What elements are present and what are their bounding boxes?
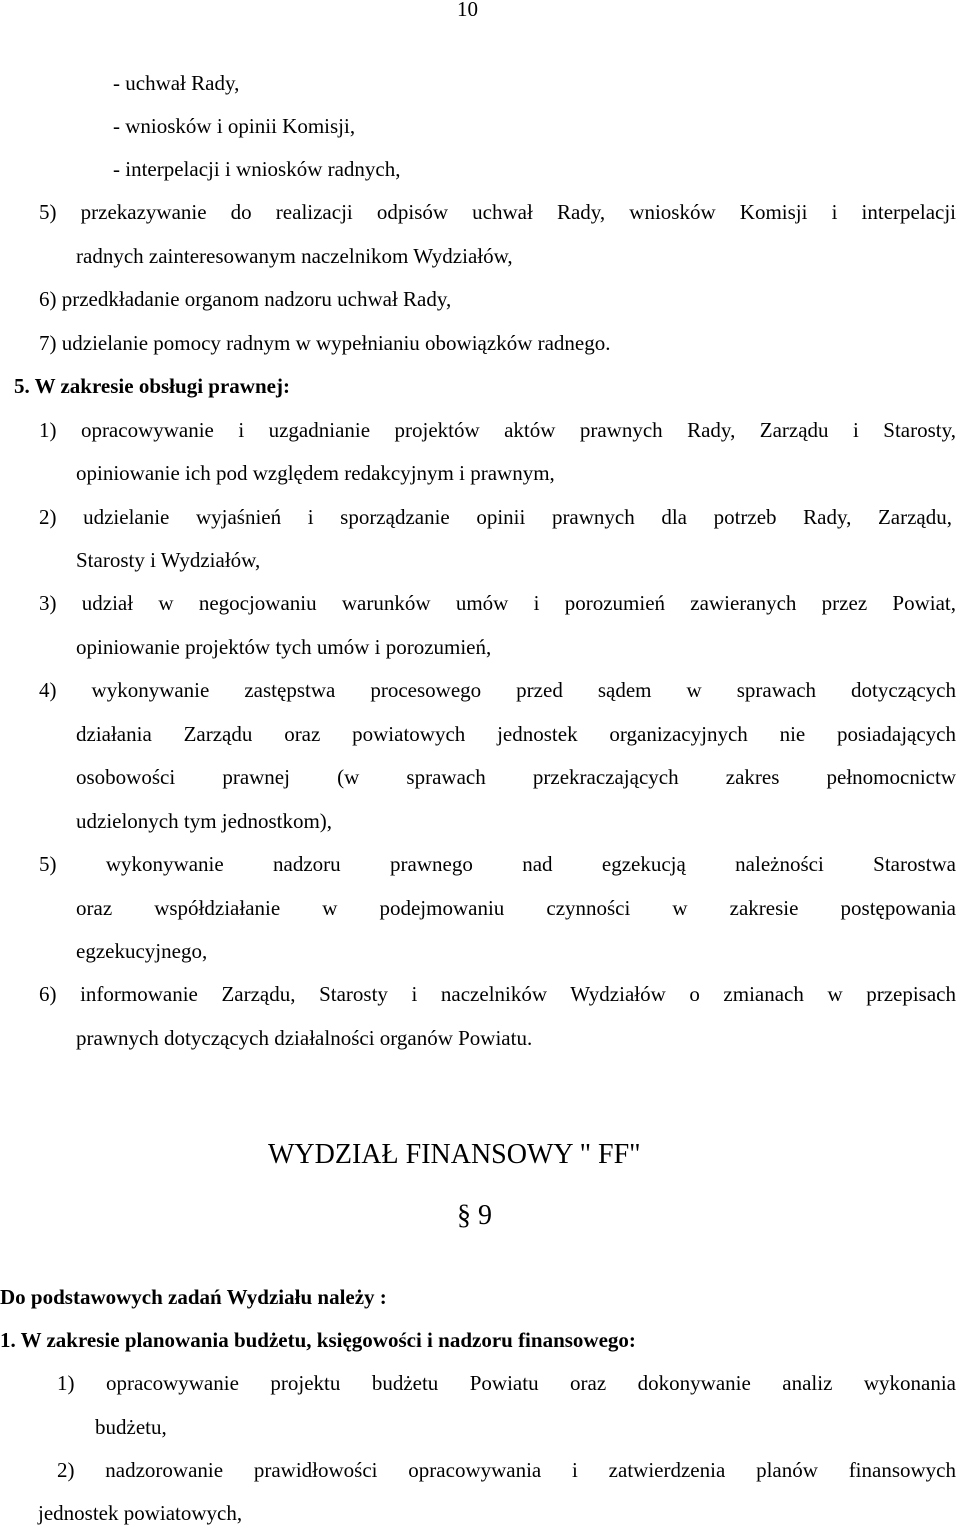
text-line: osobowości prawnej (w sprawach przekraczających zakres pełnomocnictw [76, 765, 956, 789]
text-line: 6) przedkładanie organom nadzoru uchwał Rady, [39, 287, 452, 311]
text-line: 1) opracowywanie i uzgadnianie projektów aktów prawnych Rady, Zarządu i Starosty, [39, 418, 956, 442]
text-line: 2) udzielanie wyjaśnień i sporządzanie opinii prawnych dla potrzeb Rady, Zarządu, [39, 505, 952, 529]
section-heading: 5. W zakresie obsługi prawnej: [14, 374, 290, 398]
text-line: udzielonych tym jednostkom), [76, 809, 333, 833]
text-line: Starosty i Wydziałów, [76, 548, 261, 572]
text-line: - uchwał Rady, [113, 71, 240, 95]
text-line: - interpelacji i wniosków radnych, [113, 157, 401, 181]
department-heading: WYDZIAŁ FINANSOWY " FF" [268, 1139, 641, 1170]
tasks-intro: Do podstawowych zadań Wydziału należy : [0, 1285, 387, 1309]
text-line: oraz współdziałanie w podejmowaniu czynności w zakresie postępowania [76, 896, 956, 920]
text-line: 6) informowanie Zarządu, Starosty i naczelników Wydziałów o zmianach w przepisach [39, 982, 956, 1006]
text-line: - wniosków i opinii Komisji, [113, 114, 356, 138]
text-line: egzekucyjnego, [76, 939, 208, 963]
page-number: 10 [457, 0, 478, 21]
text-line: 2) nadzorowanie prawidłowości opracowywania i zatwierdzenia planów finansowych [57, 1458, 956, 1482]
text-line: opiniowanie ich pod względem redakcyjnym i prawnym, [76, 461, 555, 485]
text-line: 7) udzielanie pomocy radnym w wypełnianiu obowiązków radnego. [39, 331, 611, 355]
text-line: działania Zarządu oraz powiatowych jednostek organizacyjnych nie posiadających [76, 722, 956, 746]
text-line: opiniowanie projektów tych umów i porozumień, [76, 635, 492, 659]
text-line: radnych zainteresowanym naczelnikom Wydziałów, [76, 244, 513, 268]
text-line: budżetu, [95, 1415, 167, 1439]
text-line: 3) udział w negocjowaniu warunków umów i porozumień zawieranych przez Powiat, [39, 591, 956, 615]
paragraph-sign: § 9 [457, 1200, 492, 1231]
text-line: jednostek powiatowych, [38, 1501, 243, 1525]
section-heading: 1. W zakresie planowania budżetu, księgowości i nadzoru finansowego: [0, 1328, 636, 1352]
text-line: 1) opracowywanie projektu budżetu Powiatu oraz dokonywanie analiz wykonania [57, 1371, 956, 1395]
text-line: 5) przekazywanie do realizacji odpisów uchwał Rady, wniosków Komisji i interpelacji [39, 200, 956, 224]
text-line: 4) wykonywanie zastępstwa procesowego przed sądem w sprawach dotyczących [39, 678, 956, 702]
text-line: 5) wykonywanie nadzoru prawnego nad egzekucją należności Starostwa [39, 852, 956, 876]
text-line: prawnych dotyczących działalności organów Powiatu. [76, 1026, 533, 1050]
